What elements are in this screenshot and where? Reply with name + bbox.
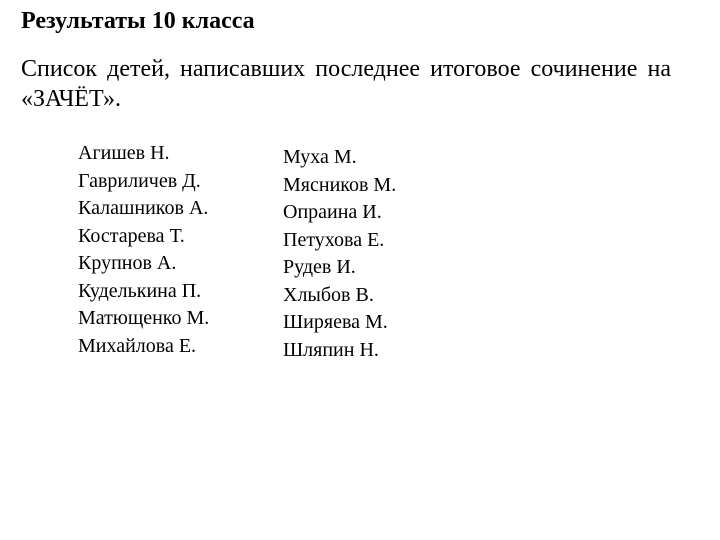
student-name: Муха М.: [283, 146, 357, 168]
student-list-right: [283, 144, 396, 364]
student-name: Рудев И.: [283, 256, 356, 278]
student-name: Хлыбов В.: [283, 283, 374, 306]
student-name: Гавриличев Д.: [78, 169, 201, 192]
student-name: Мясников М.: [283, 173, 397, 196]
student-name: Агишев Н.: [78, 142, 170, 164]
student-name: Крупнов А.: [78, 252, 177, 274]
student-name: Петухова Е.: [283, 228, 385, 251]
intro-text: Список детей, написавших последнее итоговое сочинение на «ЗАЧЁТ».: [21, 56, 671, 112]
student-name: Костарева Т.: [78, 224, 185, 247]
student-list-left: [78, 140, 209, 360]
slide-title: Результаты 10 класса: [21, 8, 255, 34]
student-name: Опраина И.: [283, 201, 382, 223]
student-name: Калашников А.: [78, 197, 209, 219]
student-name: Шляпин Н.: [283, 338, 379, 361]
student-name: Ширяева М.: [283, 311, 388, 333]
student-name: Михайлова Е.: [78, 334, 197, 357]
student-name: Кудeлькина П.: [78, 279, 202, 302]
student-name: Матющенко М.: [78, 307, 210, 329]
